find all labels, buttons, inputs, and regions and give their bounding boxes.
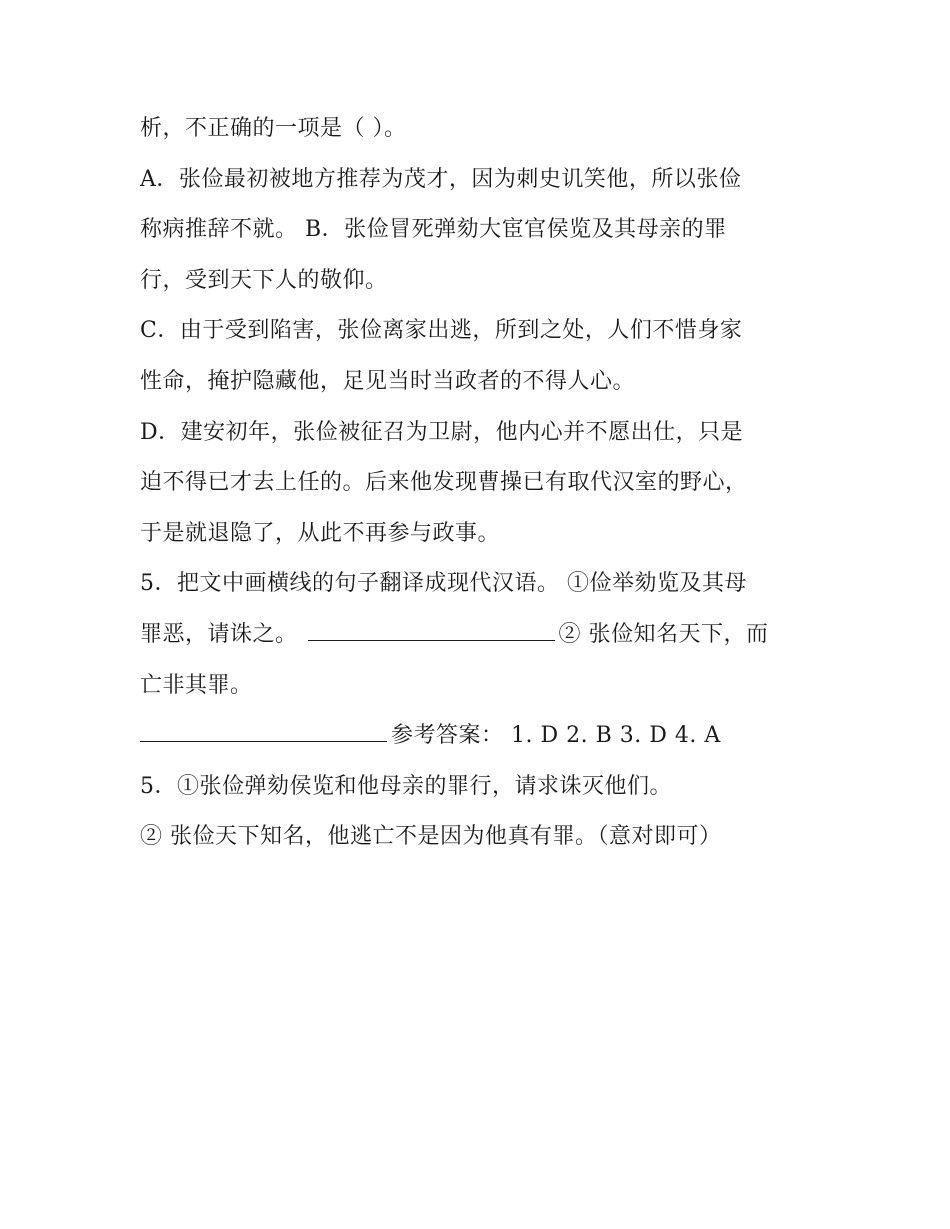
- option-c-line: 性命，掩护隐藏他，足见当时当政者的不得人心。: [140, 369, 636, 394]
- option-d-line: D．建安初年，张俭被征召为卫尉，他内心并不愿出仕，只是: [140, 420, 744, 445]
- question-5-line: 亡非其罪。: [140, 673, 253, 698]
- question-5-line: [140, 617, 820, 653]
- option-a-line: A．张俭最初被地方推荐为茂才，因为刺史讥笑他，所以张俭: [140, 167, 742, 192]
- option-d-line: 于是就退隐了，从此不再参与政事。: [140, 521, 501, 546]
- option-b-line: 行，受到天下人的敬仰。: [140, 268, 388, 293]
- answer-key-text: 参考答案： 1. D 2. B 3. D 4. A: [391, 723, 721, 748]
- answer-blank: [308, 618, 555, 641]
- sentence-1-text: 罪恶，请诛之。: [140, 622, 298, 647]
- option-c-line: C．由于受到陷害，张俭离家出逃，所到之处，人们不惜身家: [140, 318, 743, 343]
- question-5-line: 5．把文中画横线的句子翻译成现代汉语。 ①俭举劾览及其母: [140, 571, 747, 596]
- answer-5-line: ② 张俭天下知名，他逃亡不是因为他真有罪。（意对即可）: [140, 824, 722, 849]
- text-line: 析，不正确的一项是（ ）。: [140, 116, 407, 141]
- option-d-line: 迫不得已才去上任的。后来他发现曹操已有取代汉室的野心，: [140, 470, 748, 495]
- answer-key-line: [140, 718, 820, 754]
- sentence-2-text: ② 张俭知名天下，而: [558, 622, 769, 647]
- option-a-b-line: 称病推辞不就。 B．张俭冒死弹劾大宦官侯览及其母亲的罪: [140, 217, 727, 242]
- answer-5-line: 5．①张俭弹劾侯览和他母亲的罪行，请求诛灭他们。: [140, 774, 672, 799]
- answer-blank: [140, 719, 387, 742]
